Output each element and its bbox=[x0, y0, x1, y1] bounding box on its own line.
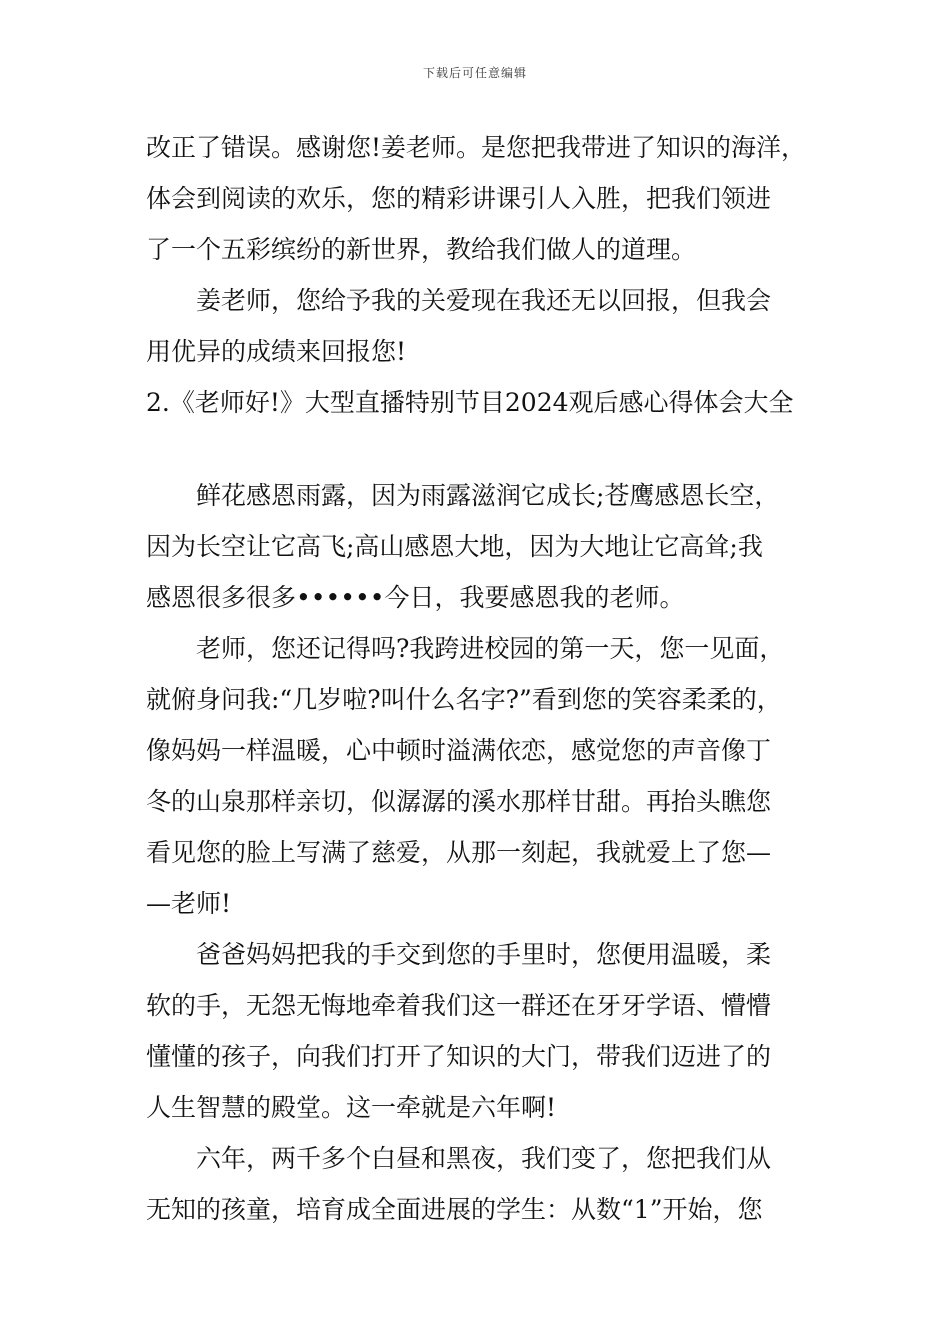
text-line: 体会到阅读的欢乐，您的精彩讲课引人入胜，把我们领进 bbox=[146, 184, 772, 213]
text-line: 软的手，无怨无悔地牵着我们这一群还在牙牙学语、懵懵 bbox=[146, 991, 772, 1020]
section-heading: 2.《老师好!》大型直播特别节目2024观后感心得体会大全 bbox=[146, 388, 794, 417]
text-line: 人生智慧的殿堂。这一牵就是六年啊! bbox=[146, 1093, 557, 1122]
text-line: 懂懂的孩子，向我们打开了知识的大门，带我们迈进了的 bbox=[146, 1042, 772, 1071]
text-line: 看见您的脸上写满了慈爱，从那一刻起，我就爱上了您— bbox=[146, 838, 772, 867]
text-line: 爸爸妈妈把我的手交到您的手里时，您便用温暖，柔 bbox=[196, 940, 772, 969]
text-line: 冬的山泉那样亲切，似潺潺的溪水那样甘甜。再抬头瞧您 bbox=[146, 787, 772, 816]
text-line: 改正了错误。感谢您!姜老师。是您把我带进了知识的海洋， bbox=[146, 133, 807, 162]
text-line: 鲜花感恩雨露，因为雨露滋润它成长;苍鹰感恩长空， bbox=[196, 481, 780, 510]
text-line: 六年，两千多个白昼和黑夜，我们变了，您把我们从 bbox=[196, 1144, 772, 1173]
text-line: 老师，您还记得吗?我跨进校园的第一天，您一见面， bbox=[196, 634, 785, 663]
text-line: 像妈妈一样温暖，心中顿时溢满依恋，感觉您的声音像丁 bbox=[146, 736, 772, 765]
text-line: 姜老师，您给予我的关爱现在我还无以回报，但我会 bbox=[196, 286, 772, 315]
text-line: 了一个五彩缤纷的新世界，教给我们做人的道理。 bbox=[146, 235, 697, 264]
text-line: —老师! bbox=[146, 889, 232, 918]
text-line: 因为长空让它高飞;高山感恩大地，因为大地让它高耸;我 bbox=[146, 532, 763, 561]
text-line: 感恩很多很多••••••今日，我要感恩我的老师。 bbox=[146, 583, 685, 612]
page-header: 下载后可任意编辑 bbox=[422, 66, 527, 80]
text-line: 用优异的成绩来回报您! bbox=[146, 337, 407, 366]
text-line: 无知的孩童，培育成全面进展的学生：从数“1”开始，您 bbox=[146, 1195, 763, 1224]
text-line: 就俯身问我:“几岁啦?叫什么名字?”看到您的笑容柔柔的， bbox=[146, 685, 782, 714]
